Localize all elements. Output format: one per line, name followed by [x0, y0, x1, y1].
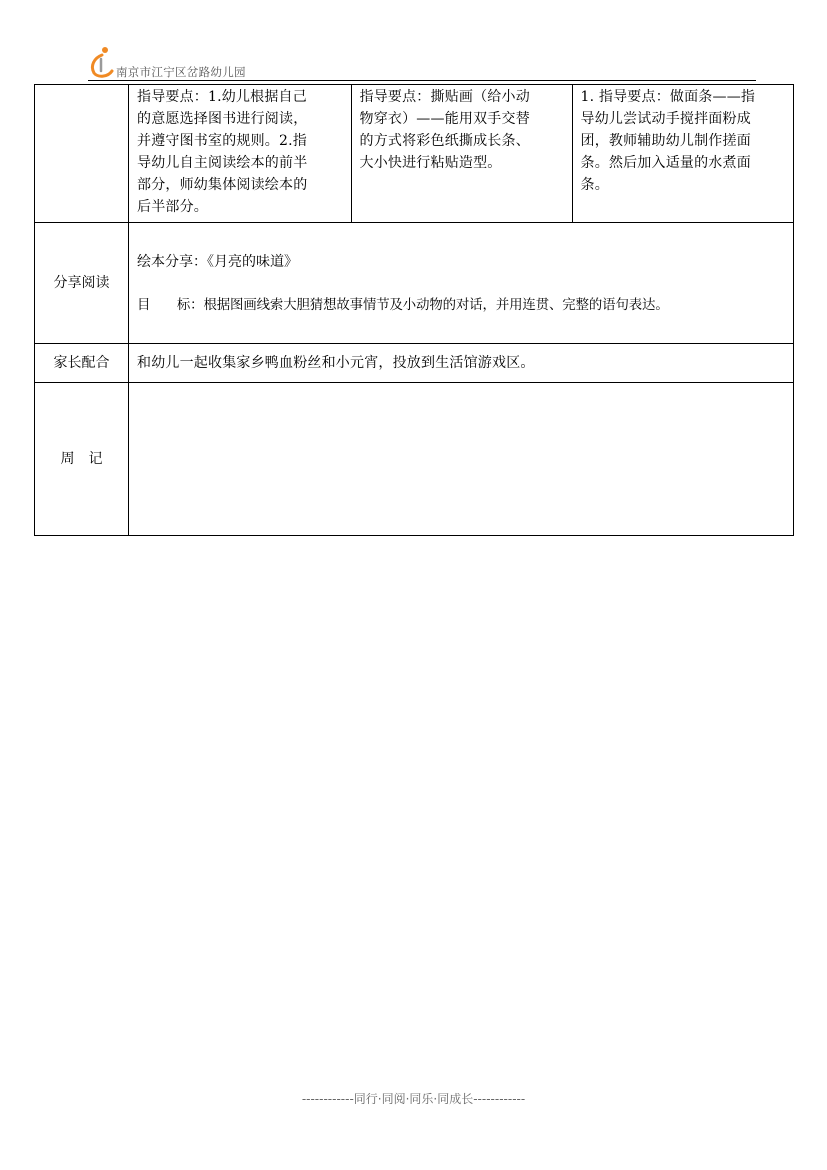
- picture-book-title: 绘本分享：《月亮的味道》: [137, 254, 298, 270]
- parent-cooperation-label: 家长配合: [35, 344, 129, 383]
- shared-reading-label: 分享阅读: [35, 223, 129, 344]
- weekly-notes-label: 周 记: [35, 383, 129, 536]
- reading-goal-text: 目 标：根据图画线索大胆猜想故事情节及小动物的对话，并用连贯、完整的语句表达。: [137, 298, 669, 313]
- table-row: [35, 383, 794, 536]
- reading-guidance-text: 指导要点：1.幼儿根据自己 的意愿选择图书进行阅读， 并遵守图书室的规则。2.指 导幼儿自主阅读绘本的前半 部分，师幼集体阅读绘本的 后半部分。: [137, 89, 308, 215]
- parent-cooperation-text: 和幼儿一起收集家乡鸭血粉丝和小元宵，投放到生活馆游戏区。: [137, 355, 535, 371]
- school-name: 南京市江宁区岔路幼儿园: [116, 65, 246, 79]
- school-logo-icon: [88, 44, 118, 78]
- header-divider: [88, 80, 756, 81]
- parent-cooperation-cell: [129, 344, 794, 383]
- shared-reading-cell: [129, 223, 794, 344]
- page-header: [88, 44, 778, 82]
- page-footer: ------------同行·同阅·同乐·同成长------------: [301, 1092, 526, 1106]
- noodle-guidance-text: 1. 指导要点：做面条——指 导幼儿尝试动手搅拌面粉成 团，教师辅助幼儿制作搓面 条。然后加入适量的水煮面 条。: [580, 89, 756, 193]
- tearing-guidance-text: 指导要点：撕贴画（给小动 物穿衣）——能用双手交替 的方式将彩色纸撕成长条、 大小快进行粘贴造型。: [359, 89, 530, 171]
- row-label: [35, 85, 129, 223]
- weekly-plan-table: [34, 84, 794, 536]
- table-row: [35, 223, 794, 344]
- table-row: [35, 85, 794, 223]
- table-row: [35, 344, 794, 383]
- guidance-cells: [129, 85, 794, 223]
- weekly-notes-cell: [129, 383, 794, 536]
